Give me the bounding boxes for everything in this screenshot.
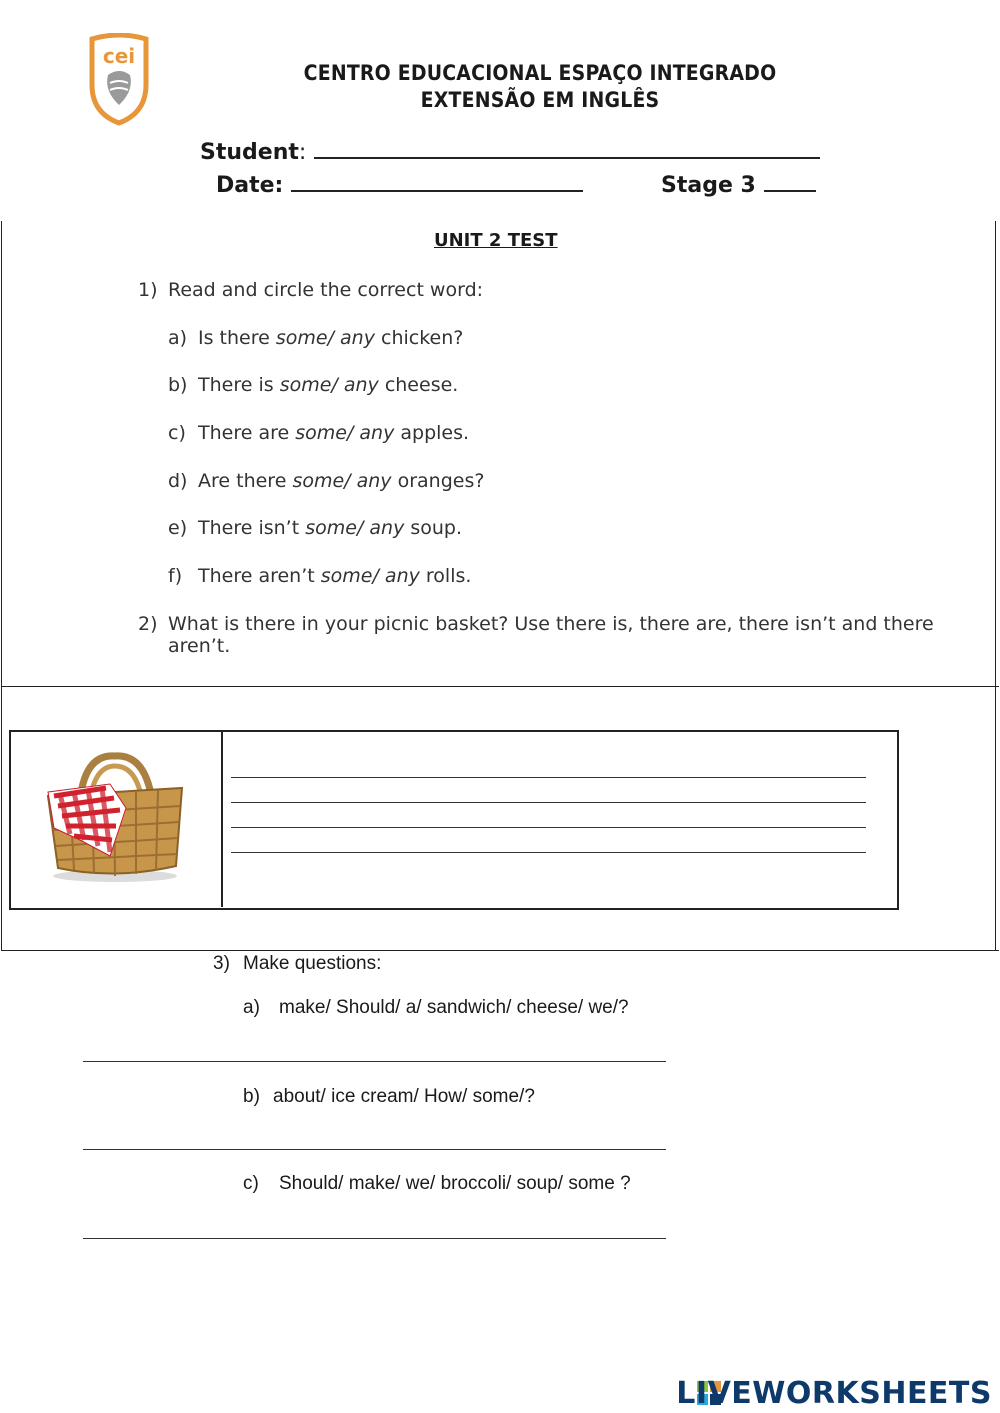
picnic-answer-line-1[interactable] xyxy=(231,777,866,778)
q3-c-answer-line[interactable] xyxy=(83,1238,666,1239)
q1-f-choice[interactable]: some/ any xyxy=(320,565,420,587)
q1-item-d[interactable]: d) Are there some/ any oranges? xyxy=(168,470,485,492)
question-3-instruction: Make questions: xyxy=(243,953,382,974)
q3-item-a: a) make/ Should/ a/ sandwich/ cheese/ we/? xyxy=(243,997,629,1018)
q3-item-c: c) Should/ make/ we/ broccoli/ soup/ some ? xyxy=(243,1173,631,1194)
picnic-answer-line-4[interactable] xyxy=(231,852,866,853)
student-name-input[interactable] xyxy=(314,139,820,159)
picnic-answer-line-3[interactable] xyxy=(231,827,866,828)
stage-input[interactable] xyxy=(764,172,816,192)
test-title: UNIT 2 TEST xyxy=(434,230,558,251)
question-3: 3) Make questions: xyxy=(213,953,382,974)
q1-item-a[interactable]: a) Is there some/ any chicken? xyxy=(168,327,464,349)
stage-field xyxy=(661,172,816,198)
section-border-bottom xyxy=(1,950,999,951)
stage-label: Stage 3 xyxy=(661,173,756,198)
question-1-instruction: Read and circle the correct word: xyxy=(168,279,484,301)
student-field: Student: xyxy=(200,139,820,165)
student-label: Student xyxy=(200,140,299,165)
q3-a-answer-line[interactable] xyxy=(83,1061,666,1062)
question-2-instruction: What is there in your picnic basket? Use there is, there are, there isn’t and there xyxy=(168,613,934,635)
picnic-basket-icon xyxy=(40,748,190,884)
q1-item-e[interactable]: e) There isn’t some/ any soup. xyxy=(168,517,463,539)
q3-item-b: b) about/ ice cream/ How/ some/? xyxy=(243,1086,535,1107)
school-name: CENTRO EDUCACIONAL ESPAÇO INTEGRADO xyxy=(303,61,777,85)
q1-item-c[interactable]: c) There are some/ any apples. xyxy=(168,422,470,444)
section-border-right xyxy=(995,221,996,951)
logo-text: cei xyxy=(102,44,136,68)
question-2: 2) What is there in your picnic basket? Use there is, there are, there isn’t and there aren’t. xyxy=(138,613,934,657)
date-label: Date: xyxy=(216,173,284,198)
q1-item-b[interactable]: b) There is some/ any cheese. xyxy=(168,374,459,396)
q1-a-choice[interactable]: some/ any xyxy=(275,327,375,349)
question-1: 1) Read and circle the correct word: xyxy=(138,279,484,301)
picnic-answer-line-2[interactable] xyxy=(231,802,866,803)
q1-d-choice[interactable]: some/ any xyxy=(292,470,392,492)
date-input[interactable] xyxy=(291,172,583,192)
q1-b-choice[interactable]: some/ any xyxy=(279,374,379,396)
date-field xyxy=(216,172,583,198)
picnic-table-divider xyxy=(221,731,223,907)
q1-c-choice[interactable]: some/ any xyxy=(295,422,395,444)
section-border-left xyxy=(1,221,2,951)
q1-e-choice[interactable]: some/ any xyxy=(305,517,405,539)
q1-item-f[interactable]: f) There aren’t some/ any rolls. xyxy=(168,565,472,587)
school-logo xyxy=(86,33,152,127)
q3-b-answer-line[interactable] xyxy=(83,1149,666,1150)
section-divider xyxy=(1,686,999,687)
course-name: EXTENSÃO EM INGLÊS xyxy=(420,88,660,112)
liveworksheets-brand[interactable]: LIVEWORKSHEETS xyxy=(676,1376,992,1411)
